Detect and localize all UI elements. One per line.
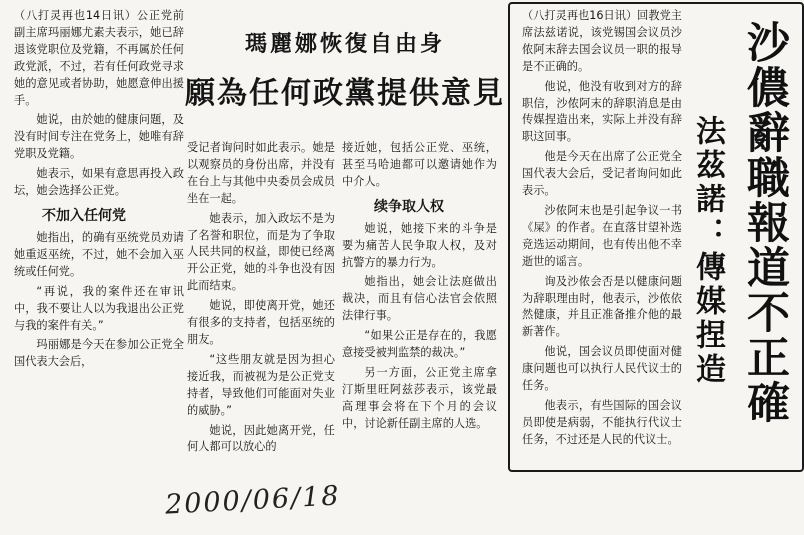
paragraph: 玛丽娜是今天在参加公正党全国代表大会后， [14,338,184,369]
paragraph: 接近她，包括公正党、巫统，甚至马哈迪都可以邀请她作为中介人。 [342,141,497,188]
subheading: 续争取人权 [374,198,444,215]
handwritten-date: 2000/06/18 [164,480,342,521]
paragraph: “如果公正是存在的，我愿意接受被判监禁的裁决。” [342,329,497,360]
paragraph: （八打灵再也16日讯）回教党主席法兹诺说，该党锡国会议员沙侬阿末辞去国会议员一职的报导是不正确的。 [522,9,682,73]
paragraph: （八打灵再也14日讯）公正党前副主席玛丽娜尤素夫表示，她已辞退该党职位及党籍，不再属於任何政党派，不过，若有任何政党寻求她的意见或者协助，她愿意伸出援手。 [14,9,184,107]
paragraph: 他是今天在出席了公正党全国代表大会后，受记者询问如此表示。 [522,150,682,198]
left-article-column-1 [14,8,184,371]
right-article-body [522,8,682,449]
paragraph: 她表示，如果有意思再投入政坛，她会选择公正党。 [14,167,184,198]
paragraph: “再说，我的案件还在审讯中，我不要让人以为我退出公正党与我的案件有关。” [14,284,184,332]
paragraph: 他表示，有些国际的国会议员即使是病弱，不能执行代议士任务，不过还是人民的代议士。 [522,398,682,446]
paragraph: 另一方面，公正党主席拿汀斯里旺阿兹莎表示，该党最高理事会将在下个月的会议中，讨论新任副主席的人选。 [342,365,497,430]
paragraph: 她说，即使离开党，她还有很多的支持者，包括巫统的朋友。 [187,299,335,346]
paragraph: 沙侬阿末也是引起争议一书《屎》的作者。在直落甘望补选竞选运动期间，也有传出他不幸逝世的谣言。 [522,203,682,268]
paragraph: 她说，因此她离开党，任何人都可以放心的 [187,423,335,454]
paragraph: “这些朋友就是因为担心接近我，而被视为是公正党支持者，导致他们可能面对失业的威胁。” [187,352,335,417]
left-article-column-3 [342,140,497,433]
left-headline-main: 願為任何政黨提供意見 [185,76,505,111]
paragraph: 她指出，她会让法庭做出裁决，而且有信心法官会依照法律行事。 [342,275,497,323]
left-article-column-2 [187,140,335,456]
right-headline-main: 沙儂辭職報道不正確 [740,20,790,425]
paragraph: 她表示，加入政坛不是为了名誉和职位，而是为了争取人民共同的权益，即使已经离开公正党，她的斗争也没有因此而结束。 [187,211,335,293]
paragraph: 他说，国会议员即使面对健康问题也可以执行人民代议士的任务。 [522,345,682,393]
paragraph: 她说，她接下来的斗争是要为痛苦人民争取人权，及对抗警方的暴力行为。 [342,221,497,269]
paragraph: 她指出，的确有巫统党员劝请她重返巫统，不过，她不会加入巫统或任何党。 [14,230,184,278]
left-headline-sub: 瑪麗娜恢復自由身 [244,31,445,57]
subheading: 不加入任何党 [42,207,126,224]
paragraph: 她说，由於她的健康问题，及没有时间专注在党务上，她唯有辞党职及党籍。 [14,113,184,161]
right-headline-sub: 法茲諾：傳媒捏造 [690,115,725,387]
paragraph: 他说，他没有收到对方的辞职信，沙侬阿末的辞职消息是由传媒捏造出来，实际上并没有辞职这回事。 [522,79,682,144]
paragraph: 询及沙侬会否是以健康问题为辞职理由时，他表示，沙侬依然健康，并且正准备推介他的最新著作。 [522,274,682,339]
paragraph: 受记者询问时如此表示。她是以观察员的身份出席，并没有在台上与其他中央委员会成员坐在一起。 [187,141,335,205]
